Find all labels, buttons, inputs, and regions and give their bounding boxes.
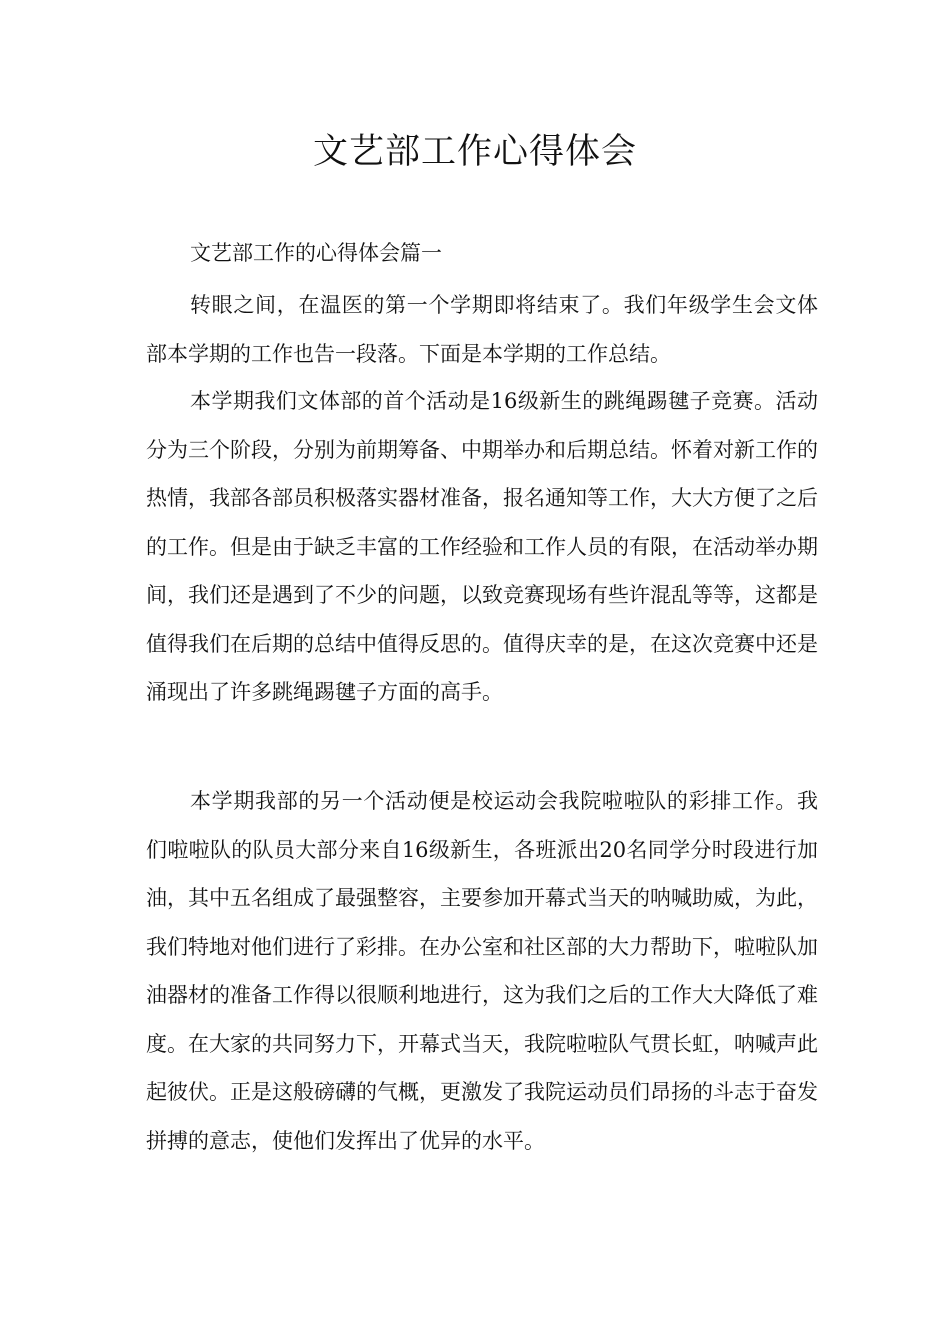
document-title: 文艺部工作心得体会	[312, 132, 637, 172]
section-heading: 文艺部工作的心得体会篇一	[190, 241, 442, 265]
body-paragraph-3: 本学期我部的另一个活动便是校运动会我院啦啦队的彩排工作。我们啦啦队的队员大部分来自16级新生，各班派出20名同学分时段进行加油，其中五名组成了最强整容，主要参加开幕式当天的呐喊助威，为此，我们特地对他们进行了彩排。在办公室和社区部的大力帮助下，啦啦队加油器材的准备工作得以很顺利地进行，这为我们之后的工作大大降低了难度。在大家的共同努力下，开幕式当天，我院啦啦队气贯长虹，呐喊声此起彼伏。正是这般磅礴的气概，更激发了我院运动员们昂扬的斗志于奋发拼搏的意志，使他们发挥出了优异的水平。	[146, 789, 818, 1153]
body-paragraph-1: 转眼之间，在温医的第一个学期即将结束了。我们年级学生会文体部本学期的工作也告一段落。下面是本学期的工作总结。	[146, 293, 818, 366]
body-paragraph-2: 本学期我们文体部的首个活动是16级新生的跳绳踢毽子竞赛。活动分为三个阶段，分别为前期筹备、中期举办和后期总结。怀着对新工作的热情，我部各部员积极落实器材准备，报名通知等工作，大大方便了之后的工作。但是由于缺乏丰富的工作经验和工作人员的有限，在活动举办期间，我们还是遇到了不少的问题，以致竞赛现场有些许混乱等等，这都是值得我们在后期的总结中值得反思的。值得庆幸的是，在这次竞赛中还是涌现出了许多跳绳踢毽子方面的高手。	[146, 389, 818, 704]
